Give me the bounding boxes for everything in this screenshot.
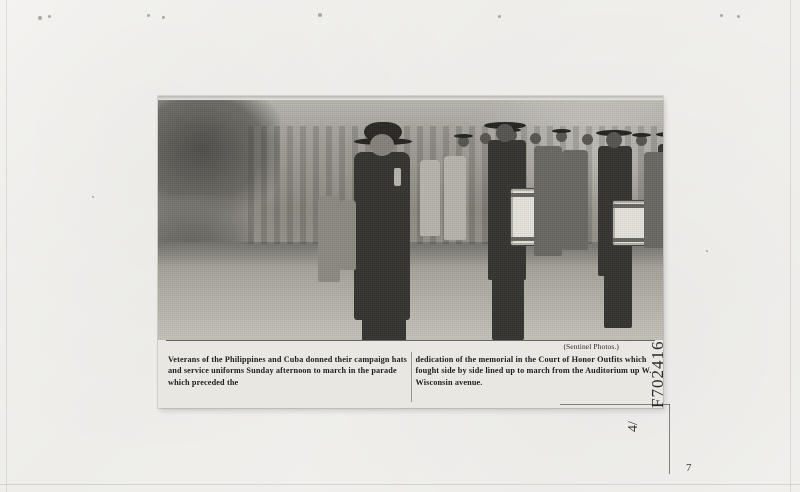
scan-speckle	[706, 250, 708, 252]
newspaper-clipping	[158, 96, 663, 408]
spectator-figure	[318, 196, 340, 282]
drummer-head-center	[496, 124, 514, 142]
scan-edge-line-left	[6, 0, 7, 492]
drummer-legs-right	[604, 260, 632, 328]
caption-column-right	[416, 354, 656, 388]
lead-marcher-legs	[362, 300, 406, 340]
archival-sub-mark: 4/	[626, 421, 641, 432]
marcher-figure	[562, 150, 588, 250]
archival-corner-mark: 7	[686, 462, 692, 474]
marcher-figure	[534, 146, 562, 256]
drummer-legs-center	[492, 266, 524, 340]
spectator-figure	[444, 156, 466, 240]
spectator-figure	[340, 200, 356, 270]
caption-columns	[168, 354, 655, 388]
caption-text-left: Veterans of the Philippines and Cuba donned their campaign hats and service uniforms Sunday afternoon to march in the parade which preceded the	[168, 355, 407, 387]
scan-speckle	[92, 196, 94, 198]
photo-credit: (Sentinel Photos.)	[563, 342, 619, 351]
caption-column-left	[168, 354, 408, 388]
scan-speckle	[38, 16, 42, 20]
street-ground	[158, 242, 663, 340]
lead-marcher-figure	[354, 152, 410, 320]
crowd-head	[530, 133, 541, 144]
scan-speckle	[48, 15, 51, 18]
lead-marcher-badge	[394, 168, 401, 186]
scan-edge-line-right	[790, 0, 791, 492]
campaign-hat	[552, 129, 571, 133]
campaign-hat	[454, 134, 473, 138]
caption-block	[158, 340, 663, 408]
scan-speckle	[147, 14, 150, 17]
archival-catalog-number: F702416	[648, 340, 667, 408]
scan-speckle	[737, 15, 740, 18]
drummer-head-right	[606, 132, 622, 148]
scan-speckle	[498, 15, 501, 18]
caption-rule	[166, 340, 655, 341]
crowd-head	[582, 134, 593, 145]
scan-speckle	[162, 16, 165, 19]
marcher-figure	[644, 152, 663, 248]
pencil-line-vertical	[669, 404, 670, 474]
spectator-figure	[420, 160, 440, 236]
campaign-hat	[632, 133, 651, 137]
scan-edge-line-bottom	[0, 484, 800, 485]
lead-marcher-head	[370, 134, 394, 156]
caption-text-right: dedication of the memorial in the Court of Honor Outfits which fought side by side lined up to march from the Auditorium up W. Wisconsin avenue.	[415, 355, 652, 387]
scan-speckle	[318, 13, 322, 17]
scan-speckle	[720, 14, 723, 17]
parade-photograph	[158, 100, 663, 340]
